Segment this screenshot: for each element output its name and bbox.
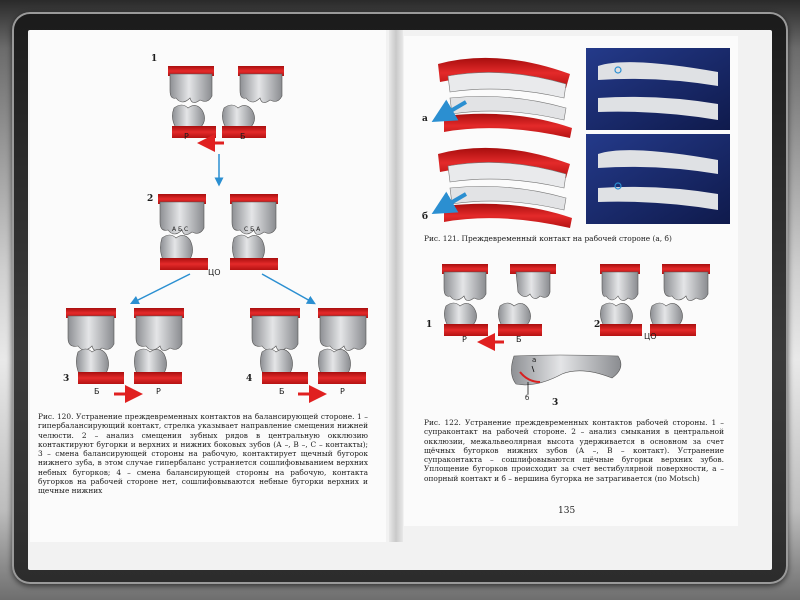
label-b-panel4: Б [279,387,285,396]
caption-fig-121: Рис. 121. Преждевременный контакт на рабочей стороне (а, б) [424,234,672,243]
fig122-number-2: 2 [594,320,601,330]
panel-number-3: 3 [63,374,70,384]
fig-121b-dark-panel [586,134,730,224]
fig-121a-jaws [438,58,572,138]
panel-2-illustration [134,194,312,302]
fig-121a-dark-panel [586,48,730,130]
fig122-label-b: Б [516,335,522,344]
label-co: ЦО [208,268,221,277]
panel-number-4: 4 [246,374,253,384]
panel-3-illustration [66,308,184,394]
label-r-panel1: Р [184,132,189,141]
book-spine [389,30,403,542]
panel-1-illustration [168,66,284,182]
fig122-number-3: 3 [552,398,559,408]
panel-number-2: 2 [147,194,154,204]
fig-121b-jaws [438,148,572,228]
label-121b: б [422,212,429,222]
label-b-panel1: Б [240,132,246,141]
caption-fig-122: Рис. 122. Устранение преждевременных контактов рабочей стороны. 1 – супраконтакт на рабочей стороне. 2 – анализ смыкания в центральной окклюзии, межальвеолярная высота удерживается в основном за счет щёчных бугорков нижних зубов (А –, В – контакт). Устранение супраконтакта – сошлифовываются щёчные бугорки верхних зубов. Уплощение бугорков происходит за счет вестибулярной поверхности, а – опорный контакт и б – вершина бугорка не затрагивается (по Motsch) [424,418,724,483]
fig-122-panel-3 [511,355,620,394]
panel-number-1: 1 [151,54,158,64]
fig122-label-r: Р [462,335,467,344]
fig122-tooth-label-a: а [532,356,537,364]
contacts-right: С Б А [244,226,261,233]
fig-122-panel-1 [442,264,556,342]
right-page [404,36,738,526]
label-b-panel3: Б [94,387,100,396]
fig122-tooth-label-b: б [525,394,530,402]
label-r-panel4: Р [340,387,345,396]
fig122-number-1: 1 [426,320,433,330]
fig122-label-co: ЦО [644,332,657,341]
caption-fig-120: Рис. 120. Устранение преждевременных контактов на балансирующей стороне. 1 – гипербалансирующий контакт, стрелка указывает направление смещения нижней челюсти. 2 – анализ смещения зубных рядов в центральную окклюзию контактируют бугорки и верхних и нижних боковых зубов (А –, В –, С – контакты); 3 – смена балансирующей стороны на рабочую, контактирует щечный бугорок нижнего зуба, в этом случае гипербаланс устраняется сошлифовыванием верхних небных бугорков; 4 – смена балансирующей стороны на рабочую, контакта бугорков на рабочей стороне нет, сошлифовываются небные бугорки верхних и щечные нижних [38,412,368,496]
contacts-left: А Б С [172,226,189,233]
page-number: 135 [558,506,576,516]
label-r-panel3: Р [156,387,161,396]
label-121a: а [422,114,428,124]
fig-122-panel-2 [600,264,710,336]
panel-4-illustration [250,308,368,394]
left-page [30,30,386,542]
